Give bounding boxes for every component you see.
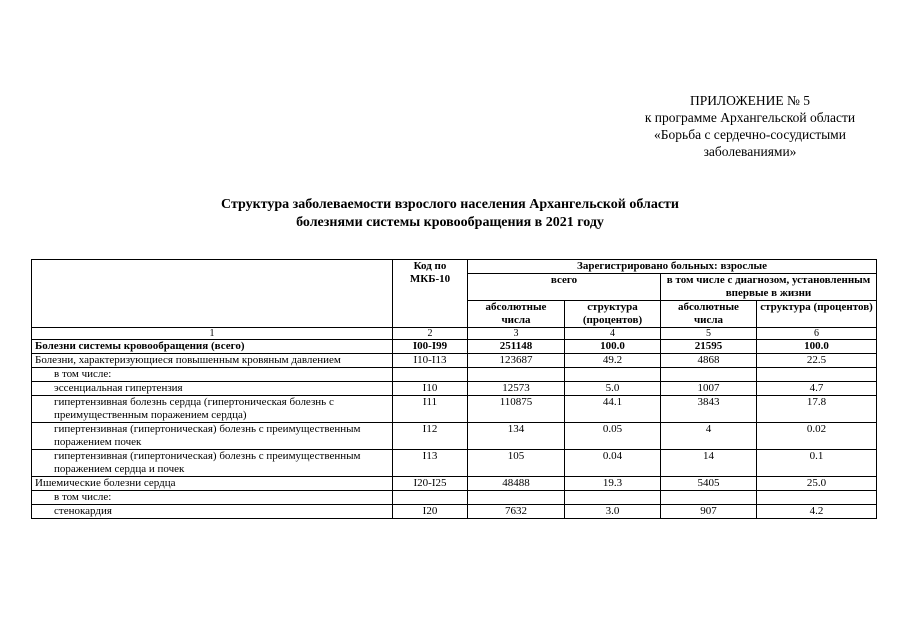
row-name: гипертензивная (гипертоническая) болезнь с преимущественным поражением почек [32, 423, 393, 450]
table-row [32, 450, 877, 477]
row-pct-total: 44.1 [565, 396, 661, 423]
row-abs-first: 3843 [661, 396, 757, 423]
row-code [393, 491, 468, 505]
row-pct-first: 17.8 [757, 396, 877, 423]
row-name: Болезни, характеризующиеся повышенным кровяным давлением [32, 354, 393, 368]
table-row [32, 340, 877, 354]
table-row [32, 491, 877, 505]
row-pct-first: 22.5 [757, 354, 877, 368]
row-abs-first: 5405 [661, 477, 757, 491]
column-number: 6 [757, 328, 877, 340]
row-abs-total: 105 [468, 450, 565, 477]
row-pct-total: 3.0 [565, 505, 661, 519]
row-pct-first: 0.1 [757, 450, 877, 477]
header-registered: Зарегистрировано больных: взрослые [468, 260, 877, 274]
row-code: I11 [393, 396, 468, 423]
row-abs-total: 251148 [468, 340, 565, 354]
row-abs-first: 21595 [661, 340, 757, 354]
table-row [32, 477, 877, 491]
row-pct-total: 100.0 [565, 340, 661, 354]
row-abs-first: 4868 [661, 354, 757, 368]
row-code: I10-I13 [393, 354, 468, 368]
table-row [32, 382, 877, 396]
table-row [32, 396, 877, 423]
row-abs-first: 907 [661, 505, 757, 519]
row-name: Болезни системы кровообращения (всего) [32, 340, 393, 354]
header-name-cell [32, 260, 393, 328]
row-name: Ишемические болезни сердца [32, 477, 393, 491]
row-abs-first: 4 [661, 423, 757, 450]
row-code [393, 368, 468, 382]
appendix-line: к программе Архангельской области [644, 110, 856, 125]
row-abs-total [468, 368, 565, 382]
header-abs: абсолютные числа [468, 301, 565, 328]
title-line: Структура заболеваемости взрослого населения Архангельской области [221, 197, 679, 212]
header-structure: структура (процентов) [757, 301, 877, 328]
column-number-row [32, 328, 877, 340]
row-pct-first: 100.0 [757, 340, 877, 354]
row-abs-first: 14 [661, 450, 757, 477]
table-row [32, 423, 877, 450]
column-number: 1 [32, 328, 393, 340]
row-name: стенокардия [32, 505, 393, 519]
header-code: Код по МКБ-10 [393, 260, 468, 328]
row-abs-total: 48488 [468, 477, 565, 491]
row-code: I20 [393, 505, 468, 519]
row-name: в том числе: [32, 368, 393, 382]
row-abs-total: 123687 [468, 354, 565, 368]
row-name: гипертензивная (гипертоническая) болезнь с преимущественным поражением сердца и почек [32, 450, 393, 477]
morbidity-table [31, 259, 877, 519]
row-code: I13 [393, 450, 468, 477]
row-pct-first: 0.02 [757, 423, 877, 450]
table-row [32, 354, 877, 368]
row-pct-first [757, 491, 877, 505]
header-total: всего [468, 274, 661, 301]
row-code: I12 [393, 423, 468, 450]
row-name: гипертензивная болезнь сердца (гипертоническая болезнь с преимущественным поражением сердца) [32, 396, 393, 423]
title-line: болезнями системы кровообращения в 2021 году [296, 215, 604, 230]
row-code: I20-I25 [393, 477, 468, 491]
row-pct-first: 4.2 [757, 505, 877, 519]
row-name: в том числе: [32, 491, 393, 505]
header-row [32, 260, 877, 274]
header-structure: структура (процентов) [565, 301, 661, 328]
row-pct-total: 49.2 [565, 354, 661, 368]
row-name: эссенциальная гипертензия [32, 382, 393, 396]
header-first-time: в том числе с диагнозом, установленным впервые в жизни [661, 274, 877, 301]
appendix-line: ПРИЛОЖЕНИЕ № 5 [689, 93, 811, 108]
row-pct-total: 19.3 [565, 477, 661, 491]
row-abs-first: 1007 [661, 382, 757, 396]
row-pct-total: 0.04 [565, 450, 661, 477]
row-abs-total: 134 [468, 423, 565, 450]
row-pct-total [565, 368, 661, 382]
row-pct-first: 4.7 [757, 382, 877, 396]
row-abs-total [468, 491, 565, 505]
appendix-line: заболеваниями» [703, 144, 797, 159]
appendix-header [600, 92, 900, 160]
column-number: 5 [661, 328, 757, 340]
header-abs: абсолютные числа [661, 301, 757, 328]
row-code: I00-I99 [393, 340, 468, 354]
appendix-line: «Борьба с сердечно-сосудистыми [654, 127, 846, 142]
row-pct-total [565, 491, 661, 505]
row-pct-total: 0.05 [565, 423, 661, 450]
row-pct-first: 25.0 [757, 477, 877, 491]
row-abs-total: 7632 [468, 505, 565, 519]
document-title [150, 196, 750, 232]
row-abs-total: 110875 [468, 396, 565, 423]
row-code: I10 [393, 382, 468, 396]
row-abs-first [661, 491, 757, 505]
table-row [32, 368, 877, 382]
row-pct-total: 5.0 [565, 382, 661, 396]
row-abs-first [661, 368, 757, 382]
table-row [32, 505, 877, 519]
row-pct-first [757, 368, 877, 382]
row-abs-total: 12573 [468, 382, 565, 396]
column-number: 2 [393, 328, 468, 340]
column-number: 3 [468, 328, 565, 340]
column-number: 4 [565, 328, 661, 340]
